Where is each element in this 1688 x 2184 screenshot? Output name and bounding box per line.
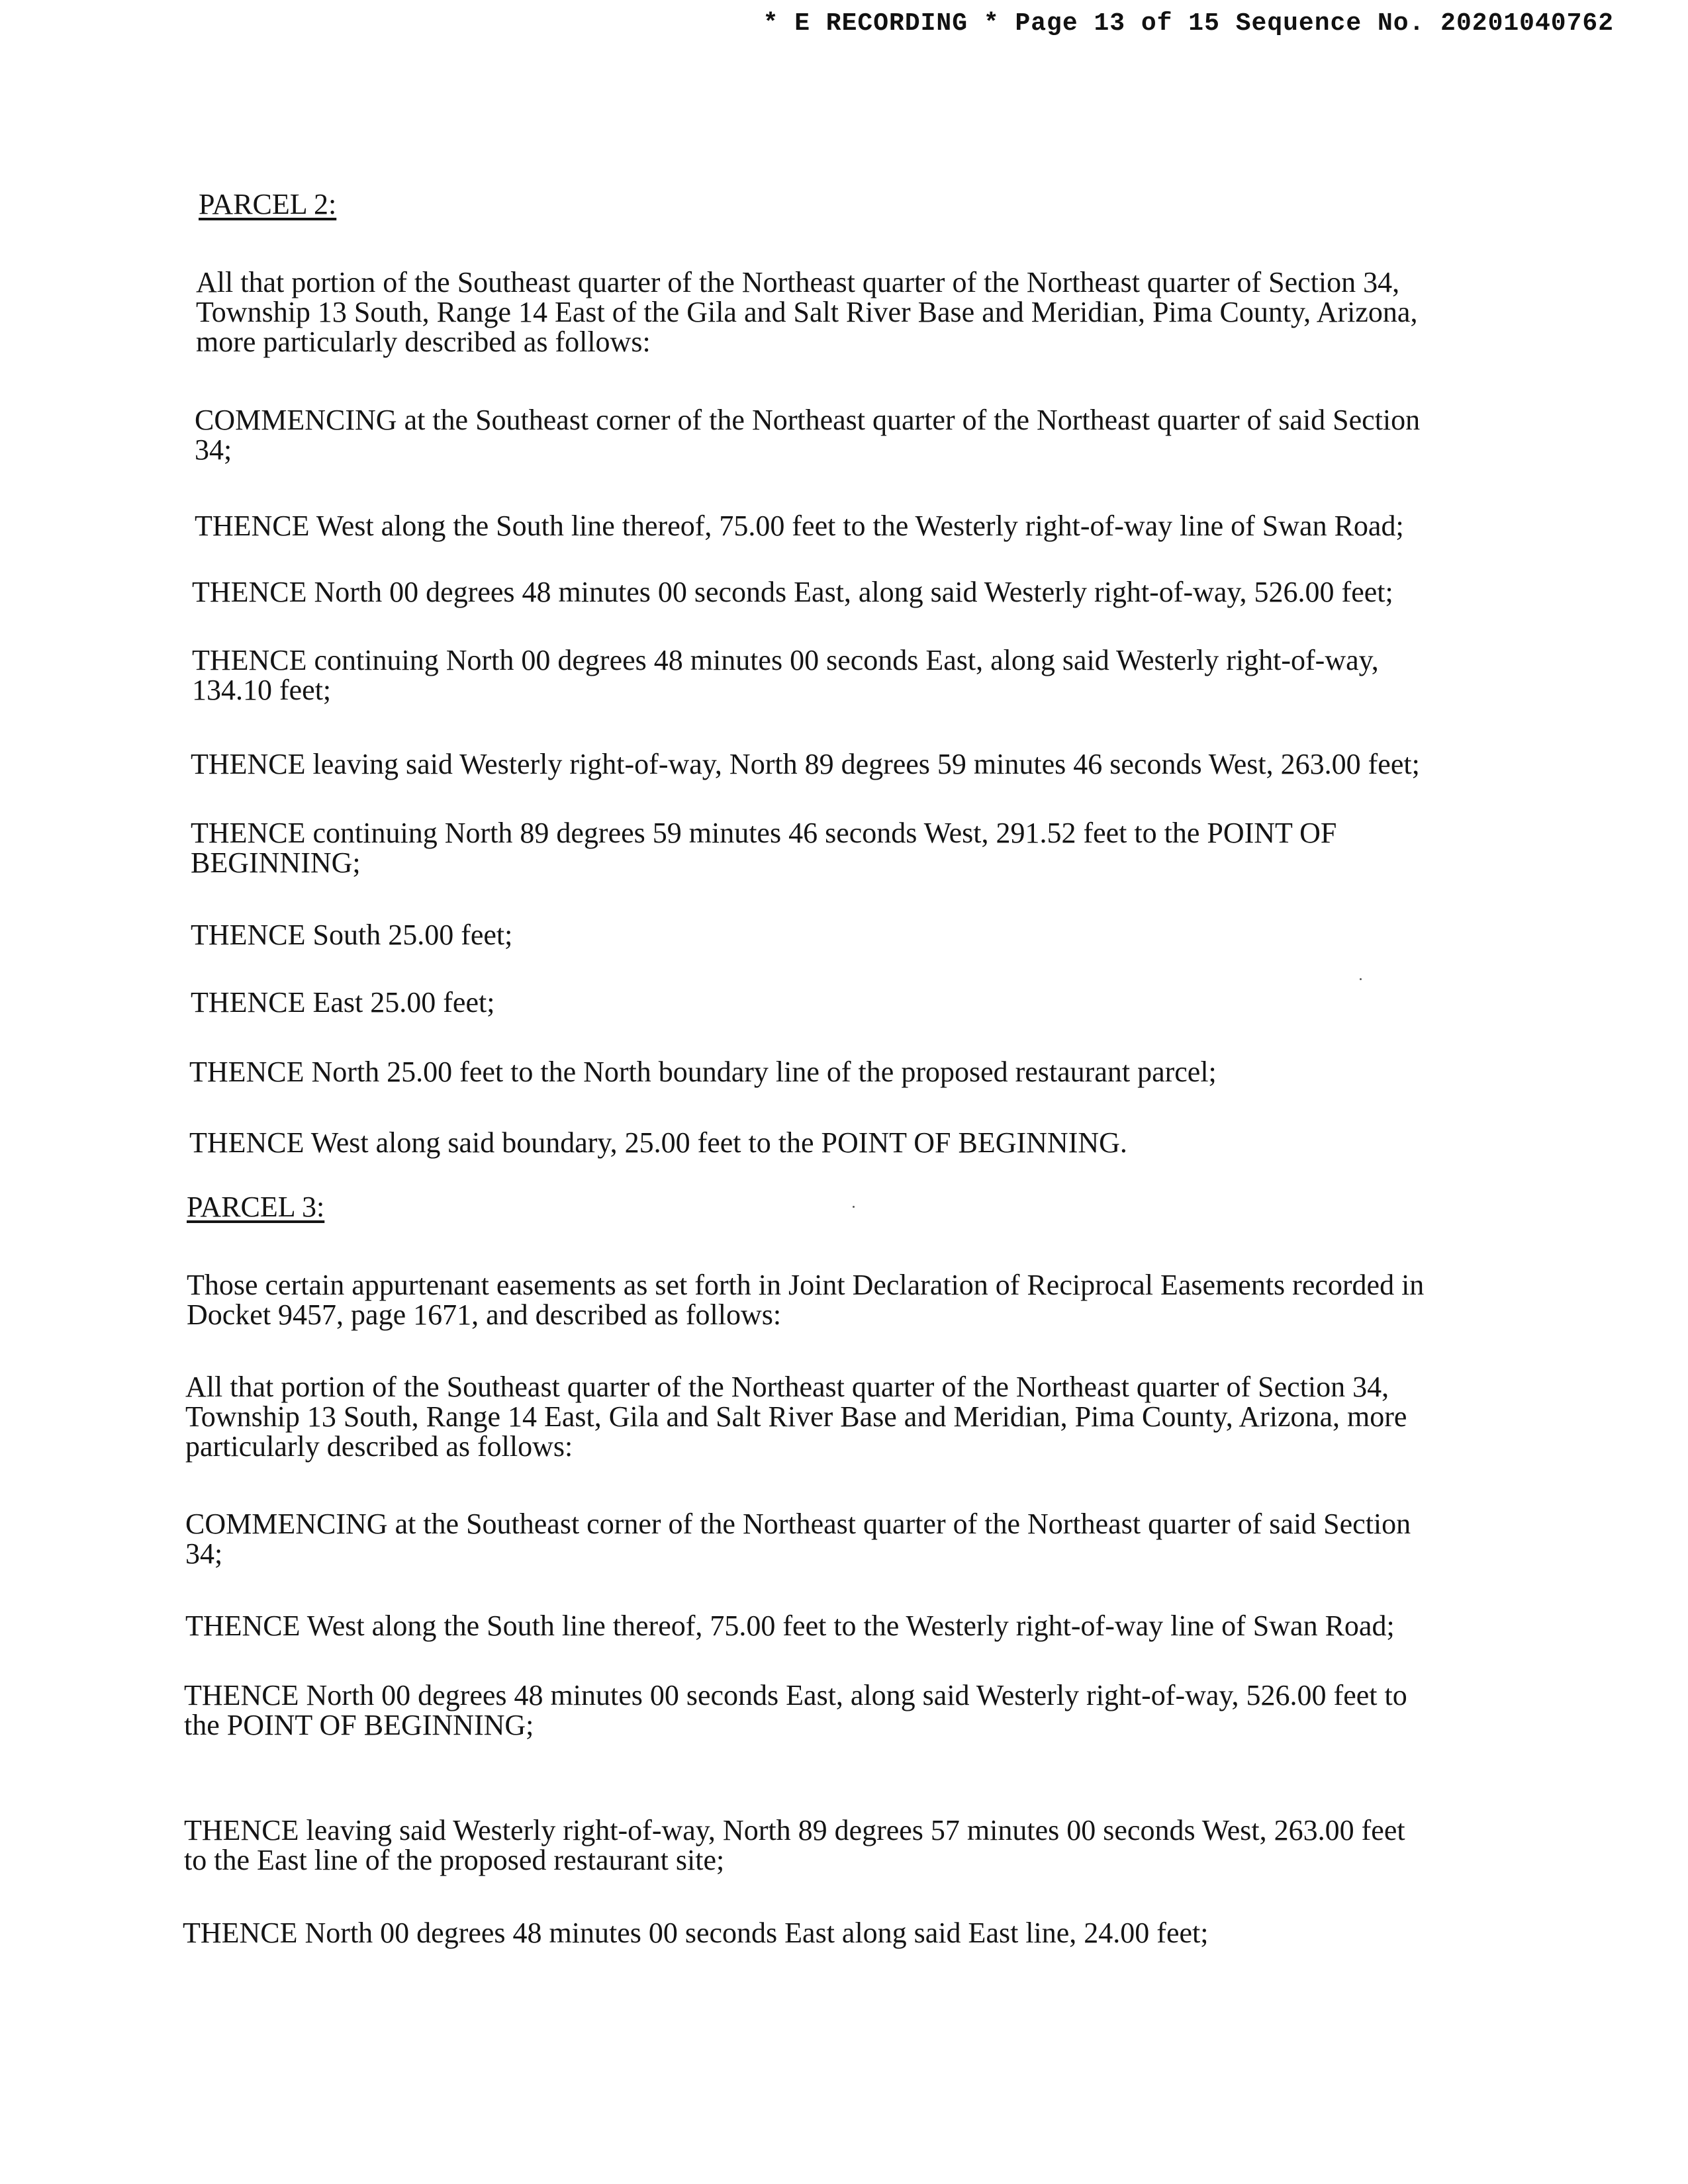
- parcel-3-thence-3-line-2: to the East line of the proposed restaurant site;: [184, 1844, 725, 1876]
- scan-speck: [1360, 978, 1362, 980]
- parcel-2-intro-line-3: more particularly described as follows:: [196, 326, 651, 358]
- parcel-3-thence-2-line-2: the POINT OF BEGINNING;: [184, 1709, 534, 1741]
- parcel-2-thence-3-line-1: THENCE continuing North 00 degrees 48 minutes 00 seconds East, along said Westerly right-of-way,: [192, 644, 1379, 676]
- parcel-3-thence-2-line-1: THENCE North 00 degrees 48 minutes 00 seconds East, along said Westerly right-of-way, 526.00 feet to: [184, 1679, 1407, 1711]
- parcel-2-thence-7: THENCE East 25.00 feet;: [191, 986, 495, 1019]
- parcel-3-portion-line-3: particularly described as follows:: [185, 1430, 573, 1463]
- parcel-3-intro-line-2: Docket 9457, page 1671, and described as follows:: [187, 1298, 782, 1331]
- parcel-3-thence-4: THENCE North 00 degrees 48 minutes 00 seconds East along said East line, 24.00 feet;: [183, 1917, 1209, 1949]
- scan-speck: [853, 1206, 855, 1208]
- parcel-2-heading: PARCEL 2:: [199, 188, 337, 220]
- parcel-2-thence-5-line-1: THENCE continuing North 89 degrees 59 minutes 46 seconds West, 291.52 feet to the POINT OF: [191, 817, 1337, 849]
- parcel-2-thence-5-line-2: BEGINNING;: [191, 846, 361, 879]
- parcel-2-thence-2: THENCE North 00 degrees 48 minutes 00 seconds East, along said Westerly right-of-way, 526.00 feet;: [192, 576, 1393, 608]
- parcel-3-intro-line-1: Those certain appurtenant easements as set forth in Joint Declaration of Reciprocal Easements recorded in: [187, 1269, 1425, 1301]
- parcel-2-commencing-line-2: 34;: [195, 433, 232, 466]
- parcel-3-thence-3-line-1: THENCE leaving said Westerly right-of-way, North 89 degrees 57 minutes 00 seconds West, 263.00 feet: [184, 1814, 1405, 1846]
- parcel-2-thence-1: THENCE West along the South line thereof, 75.00 feet to the Westerly right-of-way line of Swan Road;: [195, 510, 1404, 542]
- parcel-2-thence-4: THENCE leaving said Westerly right-of-way, North 89 degrees 59 minutes 46 seconds West, 263.00 feet;: [191, 748, 1420, 780]
- parcel-3-portion-line-2: Township 13 South, Range 14 East, Gila and Salt River Base and Meridian, Pima County, Arizona, more: [185, 1400, 1407, 1433]
- recording-stamp: * E RECORDING * Page 13 of 15 Sequence No. 20201040762: [763, 9, 1614, 38]
- parcel-3-commencing-line-2: 34;: [185, 1537, 223, 1570]
- parcel-3-thence-1: THENCE West along the South line thereof, 75.00 feet to the Westerly right-of-way line of Swan Road;: [185, 1610, 1395, 1642]
- parcel-2-thence-3-line-2: 134.10 feet;: [192, 674, 332, 706]
- parcel-2-commencing-line-1: COMMENCING at the Southeast corner of the Northeast quarter of the Northeast quarter of said Section: [195, 404, 1421, 436]
- parcel-2-thence-9: THENCE West along said boundary, 25.00 feet to the POINT OF BEGINNING.: [189, 1126, 1127, 1159]
- parcel-2-intro-line-2: Township 13 South, Range 14 East of the Gila and Salt River Base and Meridian, Pima County, Arizona,: [196, 296, 1418, 328]
- parcel-3-commencing-line-1: COMMENCING at the Southeast corner of the Northeast quarter of the Northeast quarter of said Section: [185, 1508, 1411, 1540]
- parcel-3-portion-line-1: All that portion of the Southeast quarter of the Northeast quarter of the Northeast quarter of Section 34,: [185, 1371, 1389, 1403]
- parcel-3-heading: PARCEL 3:: [187, 1191, 325, 1223]
- parcel-2-intro-line-1: All that portion of the Southeast quarter of the Northeast quarter of the Northeast quarter of Section 34,: [196, 266, 1400, 298]
- parcel-2-thence-8: THENCE North 25.00 feet to the North boundary line of the proposed restaurant parcel;: [189, 1056, 1217, 1088]
- parcel-2-thence-6: THENCE South 25.00 feet;: [191, 919, 513, 951]
